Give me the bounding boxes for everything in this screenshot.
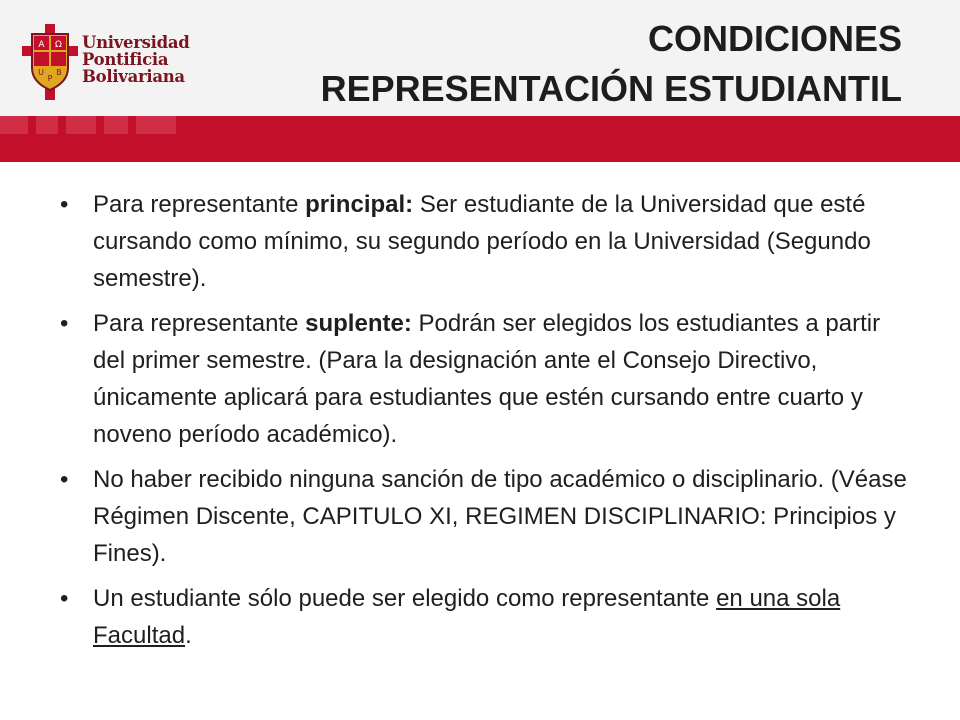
bullet-text: No haber recibido ninguna sanción de tipo académico o disciplinario. (Véase Régimen Discente, CAPITULO XI, REGIMEN DISCIPLINARIO: Principios y Fines).	[93, 466, 907, 567]
logo-line-2: Pontificia	[82, 50, 169, 69]
bullet-text: .	[185, 622, 192, 649]
shield-letter-p: P	[47, 74, 53, 83]
bullet-text: Un estudiante sólo puede ser elegido como representante	[93, 585, 717, 612]
shield-letter-omega: Ω	[55, 40, 62, 50]
title-line-2: REPRESENTACIÓN ESTUDIANTIL	[320, 68, 902, 109]
band-decoration	[0, 116, 200, 134]
university-logo	[22, 24, 212, 100]
bullet-text: Podrán ser elegidos los estudiantes a partir del primer semestre. (Para la designación ante el Consejo Directivo, únicamente aplicará para estudiantes que estén cursando entre cuarto y noveno período académico).	[93, 310, 881, 448]
logo-line-1: Universidad	[82, 33, 190, 52]
bullet-list	[60, 186, 910, 662]
slide-title	[252, 14, 902, 114]
bullet-text: Ser estudiante de la Universidad que esté cursando como mínimo, su segundo período en la Universidad (Segundo semestre).	[93, 191, 871, 292]
bullet-principal	[60, 186, 910, 297]
bullet-una-facultad	[60, 580, 910, 654]
header-bar	[0, 0, 960, 116]
logo-line-3: Bolivariana	[82, 67, 185, 86]
title-line-1: CONDICIONES	[647, 18, 902, 59]
bullet-marker: •	[60, 310, 69, 337]
shield-letter-b: B	[56, 68, 62, 77]
bullet-text: Para representante	[93, 191, 306, 218]
shield-icon	[22, 24, 78, 100]
shield-letter-u: U	[38, 68, 44, 77]
bullet-bold-term: principal:	[305, 191, 414, 218]
bullet-marker: •	[60, 585, 69, 612]
shield-letter-a: A	[38, 40, 45, 50]
bullet-bold-term: suplente:	[305, 310, 412, 337]
bullet-marker: •	[60, 466, 69, 493]
bullet-sancion	[60, 461, 910, 572]
bullet-suplente	[60, 305, 910, 453]
logo-wordmark	[82, 34, 189, 85]
red-divider-band	[0, 116, 960, 162]
bullet-text: Para representante	[93, 310, 306, 337]
bullet-marker: •	[60, 191, 69, 218]
bullet-underlined-text: en una sola Facultad	[93, 585, 841, 649]
